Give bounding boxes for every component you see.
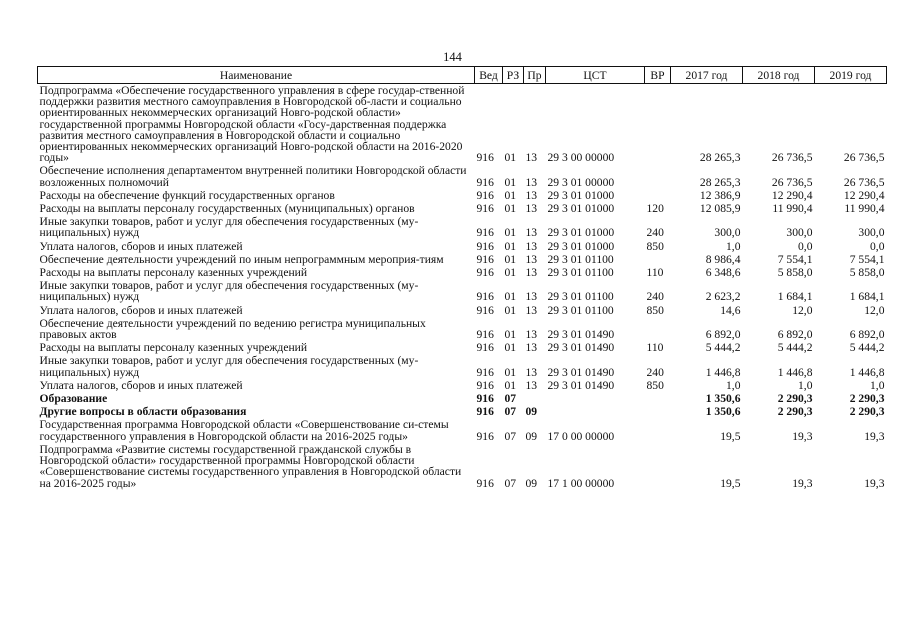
row-rz: 07 (504, 476, 517, 490)
row-value-2018: 2 290,3 (777, 405, 813, 419)
row-rz: 01 (504, 226, 517, 240)
row-value-2018: 12,0 (792, 303, 813, 317)
row-rz: 01 (504, 303, 517, 317)
row-value-2017: 1 446,8 (705, 365, 741, 379)
row-pr: 13 (525, 341, 538, 355)
row-value-2017: 1 350,6 (705, 405, 741, 419)
row-pr: 13 (525, 290, 538, 304)
row-ved: 916 (476, 239, 494, 253)
row-ved: 916 (476, 202, 494, 216)
row-value-2019: 1 684,1 (849, 290, 885, 304)
row-value-2019: 300,0 (858, 226, 885, 240)
row-value-2019: 12 290,4 (843, 188, 885, 202)
row-name: Иные закупки товаров, работ и услуг для обеспечения государственных (му-ниципальных) нужд (39, 354, 419, 379)
row-cst: 17 0 00 00000 (547, 429, 615, 443)
row-cst (546, 405, 645, 418)
row-value-2019: 26 736,5 (843, 175, 885, 189)
row-value-2018: 2 290,3 (777, 392, 813, 406)
row-value-2018: 19,3 (792, 429, 813, 443)
row-name: Уплата налогов, сборов и иных платежей (39, 239, 243, 253)
row-value-2017: 28 265,3 (699, 151, 741, 165)
row-ved: 916 (476, 290, 494, 304)
row-pr: 13 (525, 188, 538, 202)
header-pr: Пр (524, 67, 546, 84)
row-value-2019: 2 290,3 (849, 392, 885, 406)
row-value-2018: 26 736,5 (771, 151, 813, 165)
table-row (38, 202, 887, 215)
row-rz: 07 (504, 405, 517, 419)
table-header-row (38, 67, 887, 84)
row-value-2018: 11 990,4 (772, 202, 813, 216)
row-cst: 29 3 01 01490 (547, 378, 615, 392)
row-ved: 916 (476, 328, 494, 342)
header-rz: РЗ (503, 67, 524, 84)
row-cst: 29 3 01 01000 (547, 188, 615, 202)
row-pr: 13 (525, 266, 538, 280)
row-ved: 916 (476, 378, 494, 392)
row-pr: 13 (525, 378, 538, 392)
row-rz: 01 (504, 341, 517, 355)
row-ved: 916 (476, 175, 494, 189)
row-ved: 916 (476, 429, 494, 443)
row-cst: 29 3 01 01490 (547, 328, 615, 342)
header-cst: ЦСТ (546, 67, 645, 84)
row-value-2017: 12 085,9 (699, 202, 741, 216)
row-value-2019: 12,0 (864, 303, 885, 317)
row-pr: 09 (525, 429, 538, 443)
row-value-2017: 300,0 (714, 226, 741, 240)
header-name: Наименование (38, 67, 475, 84)
row-ved: 916 (476, 405, 494, 419)
row-cst: 29 3 01 01490 (547, 341, 615, 355)
row-vr: 110 (646, 341, 664, 355)
table-row (38, 379, 887, 392)
table-row (38, 418, 887, 442)
row-value-2018: 0,0 (798, 239, 813, 253)
table-row (38, 215, 887, 239)
row-vr (645, 317, 671, 341)
row-value-2018: 5 444,2 (777, 341, 813, 355)
row-rz: 01 (504, 328, 517, 342)
table-row (38, 164, 887, 188)
row-name: Образование (39, 392, 108, 406)
row-pr: 09 (525, 405, 538, 419)
row-value-2019: 26 736,5 (843, 151, 885, 165)
row-rz: 01 (504, 188, 517, 202)
page-number: 144 (443, 50, 462, 64)
row-pr: 13 (525, 328, 538, 342)
row-vr: 850 (646, 378, 664, 392)
row-name: Подпрограмма «Обеспечение государственного управления в сфере государ-ственной поддержки развития местного самоуправления в Новгородской об-ласти и социально ориентированных некоммерческих организаций Новго-родской области» государственной программы Новгородской области «Госу-дарственная поддержка развития местного самоуправления в Новгородской области и социально ориентированных некоммерческих организаций Новго-родской области на 2016-2020 годы» (39, 84, 465, 165)
row-value-2017: 1,0 (726, 378, 741, 392)
row-rz: 01 (504, 365, 517, 379)
row-ved: 916 (476, 392, 494, 406)
row-cst: 29 3 01 01100 (547, 252, 614, 266)
row-pr: 13 (525, 239, 538, 253)
row-ved: 916 (476, 266, 494, 280)
row-value-2019: 11 990,4 (844, 202, 885, 216)
table-row (38, 317, 887, 341)
row-name: Обеспечение деятельности учреждений по иным непрограммным мероприя-тиям (39, 252, 444, 266)
row-pr: 13 (525, 151, 538, 165)
table-row (38, 443, 887, 490)
row-pr: 13 (525, 365, 538, 379)
row-rz: 01 (504, 175, 517, 189)
row-vr (645, 405, 671, 418)
table-row (38, 341, 887, 354)
row-cst: 29 3 01 01100 (547, 266, 614, 280)
row-value-2017: 1 350,6 (705, 392, 741, 406)
row-cst: 29 3 01 01100 (547, 290, 614, 304)
row-vr: 240 (646, 290, 664, 304)
row-value-2018: 19,3 (792, 476, 813, 490)
row-vr: 240 (646, 365, 664, 379)
header-2018: 2018 год (743, 67, 815, 84)
row-rz: 01 (504, 252, 517, 266)
row-rz: 01 (504, 151, 517, 165)
row-ved: 916 (476, 151, 494, 165)
row-vr: 850 (646, 239, 664, 253)
table-row (38, 279, 887, 303)
row-value-2018: 300,0 (786, 226, 813, 240)
row-name: Расходы на выплаты персоналу государственных (муниципальных) органов (39, 202, 415, 216)
row-value-2017: 12 386,9 (699, 188, 741, 202)
row-value-2018: 1 684,1 (777, 290, 813, 304)
row-rz: 01 (504, 378, 517, 392)
row-cst: 29 3 01 01000 (547, 226, 615, 240)
row-value-2019: 5 444,2 (849, 341, 885, 355)
row-value-2019: 2 290,3 (849, 405, 885, 419)
row-name: Подпрограмма «Развитие системы государственной гражданской службы в Новгородской области» государственной программы Новгородской области «Совершенствование системы государственного управления в Новгородской области на 2016-2025 годы» (39, 442, 462, 490)
row-name: Расходы на выплаты персоналу казенных учреждений (39, 341, 308, 355)
row-cst: 29 3 01 01490 (547, 365, 615, 379)
row-value-2017: 6 892,0 (705, 328, 741, 342)
row-value-2019: 19,3 (864, 476, 885, 490)
row-pr (524, 392, 546, 405)
row-cst: 29 3 01 01100 (547, 303, 614, 317)
row-value-2019: 0,0 (870, 239, 885, 253)
row-rz: 01 (504, 266, 517, 280)
row-value-2018: 1,0 (798, 378, 813, 392)
row-cst: 29 3 01 01000 (547, 239, 615, 253)
row-value-2019: 7 554,1 (849, 252, 885, 266)
row-ved: 916 (476, 303, 494, 317)
row-cst: 29 3 01 00000 (547, 175, 615, 189)
row-pr: 13 (525, 303, 538, 317)
row-ved: 916 (476, 365, 494, 379)
row-name: Другие вопросы в области образования (39, 405, 247, 419)
row-value-2017: 19,5 (720, 476, 741, 490)
row-vr (645, 418, 671, 442)
row-vr: 240 (646, 226, 664, 240)
row-value-2018: 7 554,1 (777, 252, 813, 266)
row-value-2019: 5 858,0 (849, 266, 885, 280)
row-vr (645, 84, 671, 165)
row-value-2019: 6 892,0 (849, 328, 885, 342)
row-cst: 17 1 00 00000 (547, 476, 615, 490)
row-cst: 29 3 01 01000 (547, 202, 615, 216)
row-name: Иные закупки товаров, работ и услуг для обеспечения государственных (му-ниципальных) нужд (39, 215, 419, 240)
row-cst: 29 3 00 00000 (547, 151, 615, 165)
row-pr: 13 (525, 202, 538, 216)
budget-table (37, 66, 887, 490)
row-value-2018: 5 858,0 (777, 266, 813, 280)
row-value-2018: 1 446,8 (777, 365, 813, 379)
row-vr (645, 392, 671, 405)
row-vr (645, 253, 671, 266)
row-name: Обеспечение деятельности учреждений по ведению регистра муниципальных правовых актов (39, 316, 426, 342)
table-row (38, 189, 887, 202)
row-rz: 07 (504, 429, 517, 443)
row-value-2017: 19,5 (720, 429, 741, 443)
table-row (38, 354, 887, 378)
row-name: Расходы на выплаты персоналу казенных учреждений (39, 266, 308, 280)
row-rz: 01 (504, 290, 517, 304)
row-value-2017: 14,6 (720, 303, 741, 317)
row-value-2018: 6 892,0 (777, 328, 813, 342)
row-name: Уплата налогов, сборов и иных платежей (39, 303, 243, 317)
row-name: Иные закупки товаров, работ и услуг для обеспечения государственных (му-ниципальных) нужд (39, 279, 419, 304)
row-rz: 01 (504, 202, 517, 216)
header-2019: 2019 год (815, 67, 887, 84)
table-row (38, 392, 887, 405)
row-ved: 916 (476, 252, 494, 266)
table-row (38, 266, 887, 279)
row-value-2017: 1,0 (726, 239, 741, 253)
row-ved: 916 (476, 226, 494, 240)
row-pr: 13 (525, 252, 538, 266)
row-vr: 110 (646, 266, 664, 280)
row-ved: 916 (476, 476, 494, 490)
row-name: Расходы на обеспечение функций государственных органов (39, 188, 335, 202)
row-pr: 13 (525, 175, 538, 189)
table-body (38, 84, 887, 490)
row-pr: 13 (525, 226, 538, 240)
row-value-2017: 2 623,2 (705, 290, 741, 304)
table-row (38, 253, 887, 266)
table-row (38, 84, 887, 165)
table-row (38, 405, 887, 418)
row-value-2019: 1,0 (870, 378, 885, 392)
row-rz: 07 (504, 392, 517, 406)
row-rz: 01 (504, 239, 517, 253)
row-name: Государственная программа Новгородской области «Совершенствование си-стемы государственного управления в Новгородской области на 2016-2025 годы» (39, 418, 449, 443)
row-cst (546, 392, 645, 405)
row-vr (645, 164, 671, 188)
row-pr: 09 (525, 476, 538, 490)
row-name: Уплата налогов, сборов и иных платежей (39, 378, 243, 392)
row-ved: 916 (476, 188, 494, 202)
row-value-2017: 5 444,2 (705, 341, 741, 355)
row-name: Обеспечение исполнения департаментом внутренней политики Новгородской области возложенных полномочий (39, 164, 467, 189)
row-vr (645, 189, 671, 202)
row-value-2017: 6 348,6 (705, 266, 741, 280)
header-ved: Вед (475, 67, 503, 84)
row-value-2017: 28 265,3 (699, 175, 741, 189)
row-value-2018: 26 736,5 (771, 175, 813, 189)
row-value-2019: 19,3 (864, 429, 885, 443)
row-vr: 120 (646, 202, 664, 216)
table-row (38, 304, 887, 317)
header-vr: ВР (645, 67, 671, 84)
row-value-2017: 8 986,4 (705, 252, 741, 266)
header-2017: 2017 год (671, 67, 743, 84)
table-row (38, 240, 887, 253)
row-value-2019: 1 446,8 (849, 365, 885, 379)
row-value-2018: 12 290,4 (771, 188, 813, 202)
row-vr: 850 (646, 303, 664, 317)
row-ved: 916 (476, 341, 494, 355)
row-vr (645, 443, 671, 490)
